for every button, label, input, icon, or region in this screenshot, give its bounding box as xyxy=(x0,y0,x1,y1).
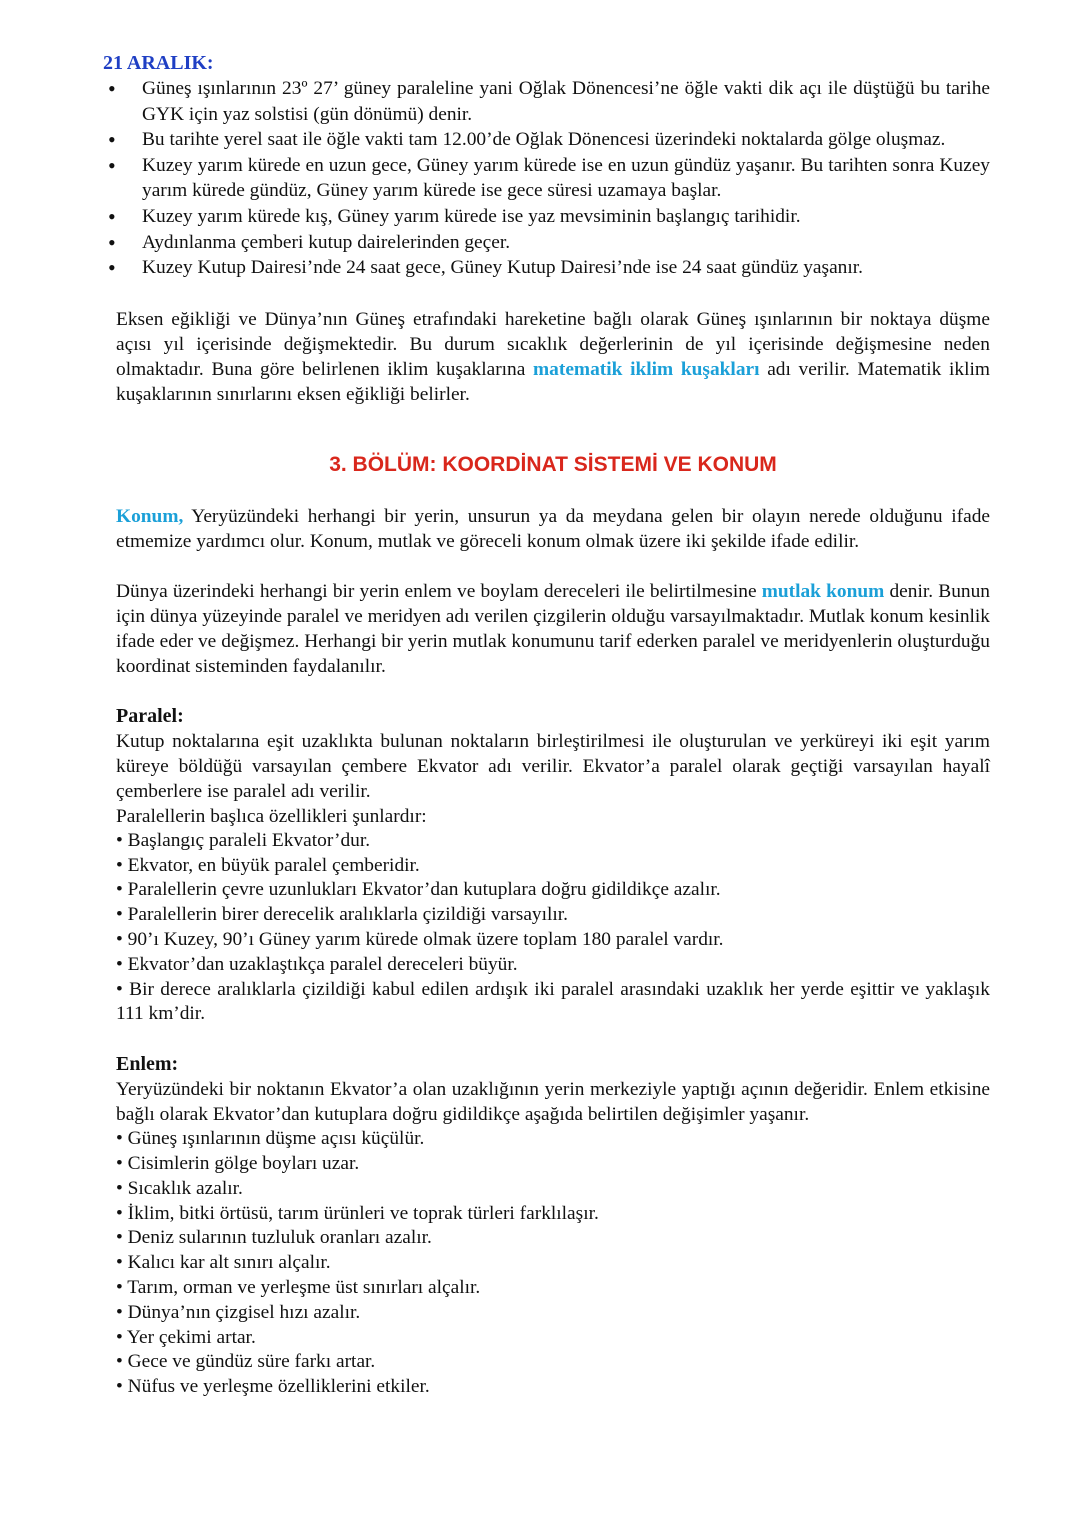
paralel-list xyxy=(116,829,990,1027)
list-item: • İklim, bitki örtüsü, tarım ürünleri ve toprak türleri farklılaşır. xyxy=(116,1202,599,1224)
eksen-text-before: Eksen eğikliği ve Dünya’nın Güneş etrafındaki hareketine bağlı olarak Güneş ışınlarının bir noktaya düşme açısı yıl içerisinde değişmektedir. Bu durum sıcaklık değerlerinin de yıl içerisinde değişmesine neden olmaktadır. Buna göre belirlenen iklim kuşaklarına xyxy=(116,308,990,380)
list-item: • 90’ı Kuzey, 90’ı Güney yarım kürede olmak üzere toplam 180 paralel vardır. xyxy=(116,928,724,950)
list-item: • Sıcaklık azalır. xyxy=(116,1177,243,1199)
konum-text: Yeryüzündeki herhangi bir yerin, unsurun ya da meydana gelen bir olayın nerede olduğunu ifade etmemize yardımcı olur. Konum, mutlak ve göreceli konum olmak üzere iki şekilde ifade edilir. xyxy=(116,505,990,552)
konum-term: Konum, xyxy=(116,505,184,527)
list-item: • Bu tarihte yerel saat ile öğle vakti tam 12.00’de Oğlak Dönencesi üzerindeki noktalarda gölge oluşmaz. xyxy=(108,127,990,153)
konum-paragraph xyxy=(116,504,990,554)
list-item: • Nüfus ve yerleşme özelliklerini etkiler. xyxy=(116,1376,430,1398)
eksen-text-after: adı verilir. Matematik iklim kuşaklarının sınırlarını eksen eğikliği belirler. xyxy=(116,358,990,405)
list-item: • Güneş ışınlarının 23º 27’ güney paraleline yani Oğlak Dönencesi’ne öğle vakti dik açı ile düştüğü bu tarihe GYK için yaz solstisi (gün dönümü) denir. xyxy=(108,76,990,127)
list-item: • Dünya’nın çizgisel hızı azalır. xyxy=(116,1301,361,1323)
paralel-intro: Kutup noktalarına eşit uzaklıkta bulunan noktaların birleştirilmesi ile oluşturulan ve yerküreyi iki eşit yarım küreye böldüğü varsayılan çembere Ekvator adı verilir. Ekvator’a paralel olarak geçtiği varsayılan hayalî çemberlere ise paralel adı verilir. xyxy=(116,730,990,802)
list-item: • Gece ve gündüz süre farkı artar. xyxy=(116,1351,376,1373)
list-item: • Aydınlanma çemberi kutup dairelerinden geçer. xyxy=(108,230,990,256)
list-item: • Paralellerin çevre uzunlukları Ekvator’dan kutuplara doğru gidildikçe azalır. xyxy=(116,879,721,901)
list-item: • Kuzey yarım kürede kış, Güney yarım kürede ise yaz mevsiminin başlangıç tarihidir. xyxy=(108,204,990,230)
enlem-intro: Yeryüzündeki bir noktanın Ekvator’a olan uzaklığının yerin merkeziyle yaptığı açının değeridir. Enlem etkisine bağlı olarak Ekvator’dan kutuplara doğru gidildikçe aşağıda belirtilen değişimler yaşanır. xyxy=(116,1079,990,1126)
mutlak-text-before: Dünya üzerindeki herhangi bir yerin enlem ve boylam dereceleri ile belirtilmesine xyxy=(116,580,757,602)
matematik-iklim-highlight: matematik iklim kuşakları xyxy=(533,358,760,380)
aralik-list xyxy=(108,76,990,281)
section-title: 3. BÖLÜM: KOORDİNAT SİSTEMİ VE KONUM xyxy=(329,452,777,476)
mutlak-konum-highlight: mutlak konum xyxy=(761,580,885,602)
list-item: • Başlangıç paraleli Ekvator’dur. xyxy=(116,829,371,851)
mutlak-konum-paragraph xyxy=(116,579,990,679)
list-item: • Paralellerin birer derecelik aralıklarla çizildiği varsayılır. xyxy=(116,904,569,926)
aralik-heading: 21 ARALIK: xyxy=(103,52,214,74)
list-item: • Kuzey yarım kürede en uzun gece, Güney yarım kürede ise en uzun gündüz yaşanır. Bu tarihten sonra Kuzey yarım kürede gündüz, Güney yarım kürede ise gece süresi uzamaya başlar. xyxy=(108,153,990,204)
list-item: • Kalıcı kar alt sınırı alçalır. xyxy=(116,1252,331,1274)
paralel-heading: Paralel: xyxy=(116,704,184,727)
mutlak-text-after: denir. Bunun için dünya yüzeyinde paralel ve meridyen adı verilen çizgilerin olduğu varsayılmaktadır. Mutlak konum kesinlik ifade eder ve değişmez. Herhangi bir yerin mutlak konumunu tarif ederken paralel ve meridyenlerin oluşturduğu koordinat sisteminden faydalanılır. xyxy=(116,580,990,677)
list-item: • Ekvator, en büyük paralel çemberidir. xyxy=(116,854,420,876)
list-item: • Yer çekimi artar. xyxy=(116,1326,256,1348)
enlem-list xyxy=(116,1127,990,1400)
list-item: • Tarım, orman ve yerleşme üst sınırları alçalır. xyxy=(116,1276,481,1298)
enlem-heading: Enlem: xyxy=(116,1053,179,1076)
list-item: • Bir derece aralıklarla çizildiği kabul edilen ardışık iki paralel arasındaki uzaklık her yerde eşittir ve yaklaşık 111 km’dir. xyxy=(116,978,990,1025)
eksen-paragraph xyxy=(116,307,990,407)
list-item: • Ekvator’dan uzaklaştıkça paralel dereceleri büyür. xyxy=(116,953,518,975)
list-item: • Deniz sularının tuzluluk oranları azalır. xyxy=(116,1227,432,1249)
list-item: • Güneş ışınlarının düşme açısı küçülür. xyxy=(116,1128,425,1150)
paralel-lead: Paralellerin başlıca özellikleri şunlardır: xyxy=(116,805,427,827)
list-item: • Cisimlerin gölge boyları uzar. xyxy=(116,1152,360,1174)
list-item: • Kuzey Kutup Dairesi’nde 24 saat gece, Güney Kutup Dairesi’nde ise 24 saat gündüz yaşanır. xyxy=(108,255,990,281)
